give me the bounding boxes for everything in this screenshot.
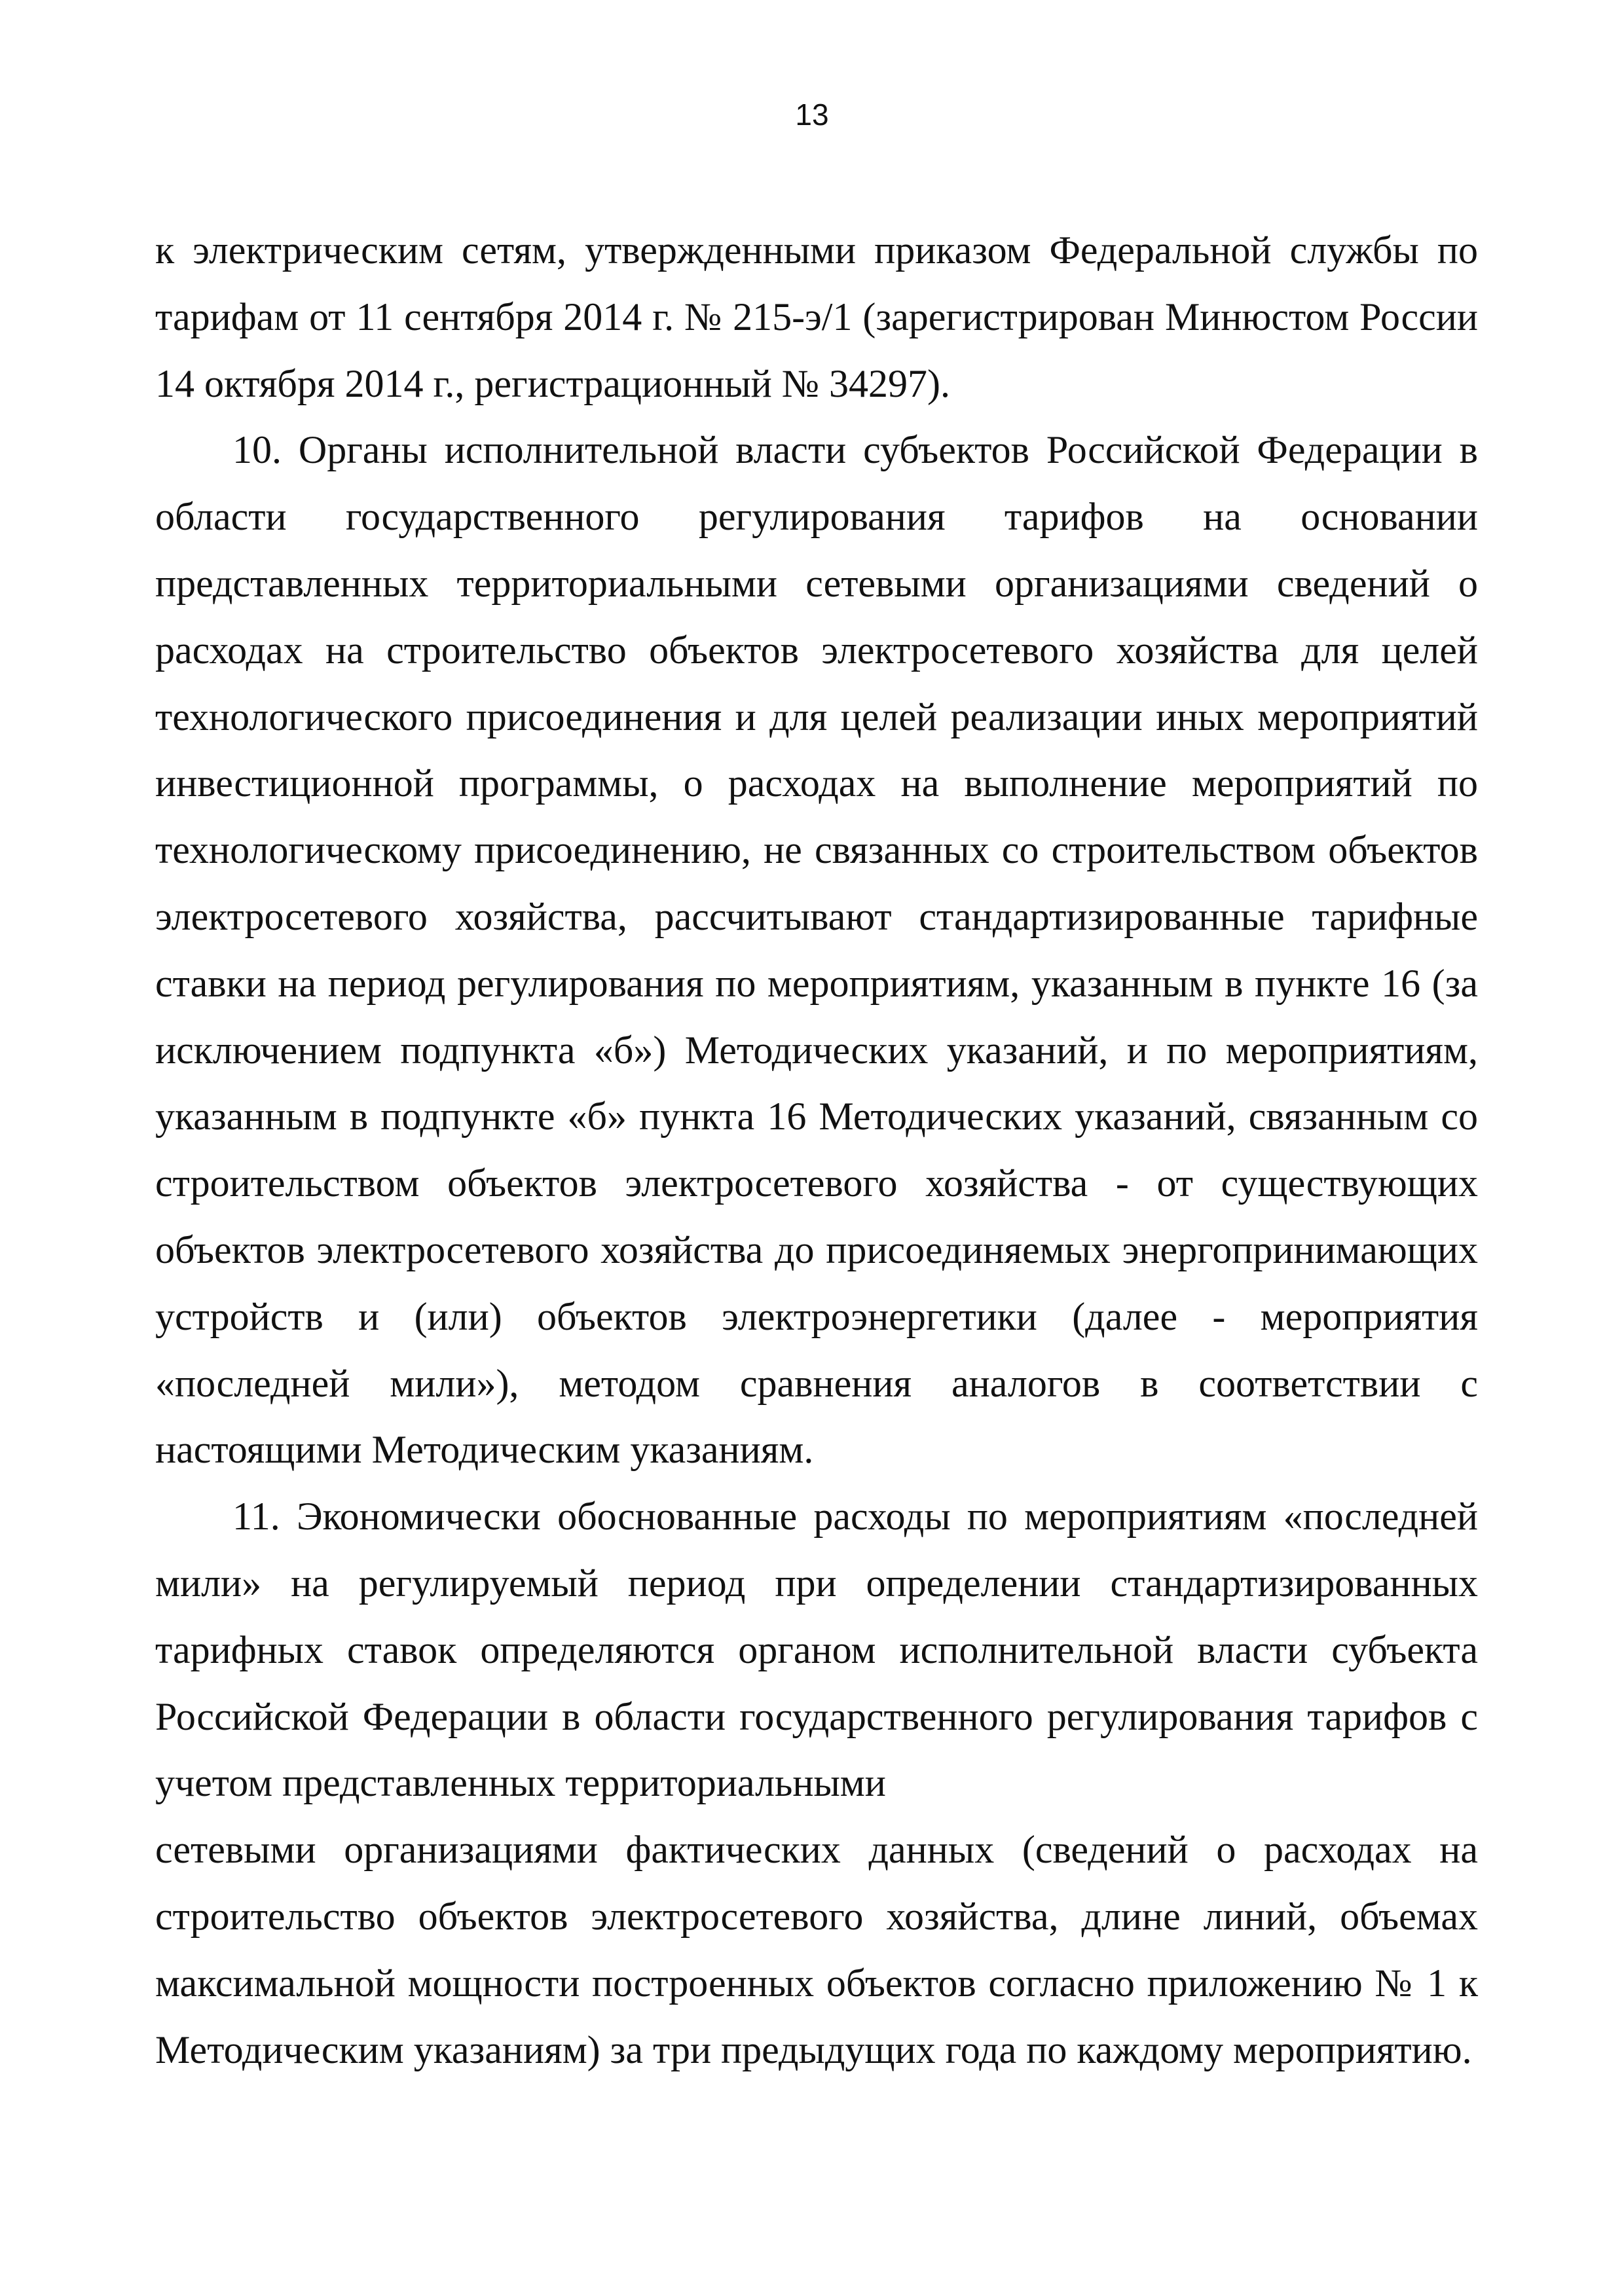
- document-body: [155, 217, 1478, 2083]
- paragraph-continuation: к электрическим сетям, утвержденными приказом Федеральной службы по тарифам от 11 сентября 2014 г. № 215-э/1 (зарегистрирован Минюстом России 14 октября 2014 г., регистрационный № 34297).: [155, 228, 1478, 405]
- paragraph-item-11: 11. Экономически обоснованные расходы по мероприятиям «последней мили» на регулируемый период при определении стандартизированных тарифных ставок определяются органом исполнительной власти субъекта Российской Федерации в области государственного регулирования тарифов с учетом представленных территориальными: [155, 1495, 1478, 1805]
- page-number: 13: [795, 98, 829, 132]
- paragraph-item-11-continuation: сетевыми организациями фактических данных (сведений о расходах на строительство объектов электросетевого хозяйства, длине линий, объемах максимальной мощности построенных объектов согласно приложению № 1 к Методическим указаниям) за три предыдущих года по каждому мероприятию.: [155, 1828, 1478, 2071]
- paragraph-item-10: 10. Органы исполнительной власти субъектов Российской Федерации в области государственного регулирования тарифов на основании представленных территориальными сетевыми организациями сведений о расходах на строительство объектов электросетевого хозяйства для целей технологического присоединения и для целей реализации иных мероприятий инвестиционной программы, о расходах на выполнение мероприятий по технологическому присоединению, не связанных со строительством объектов электросетевого хозяйства, рассчитывают стандартизированные тарифные ставки на период регулирования по мероприятиям, указанным в пункте 16 (за исключением подпункта «б») Методических указаний, и по мероприятиям, указанным в подпункте «б» пункта 16 Методических указаний, связанным со строительством объектов электросетевого хозяйства - от существующих объектов электросетевого хозяйства до присоединяемых энергопринимающих устройств и (или) объектов электроэнергетики (далее - мероприятия «последней мили»), методом сравнения аналогов в соответствии с настоящими Методическим указаниям.: [155, 428, 1478, 1472]
